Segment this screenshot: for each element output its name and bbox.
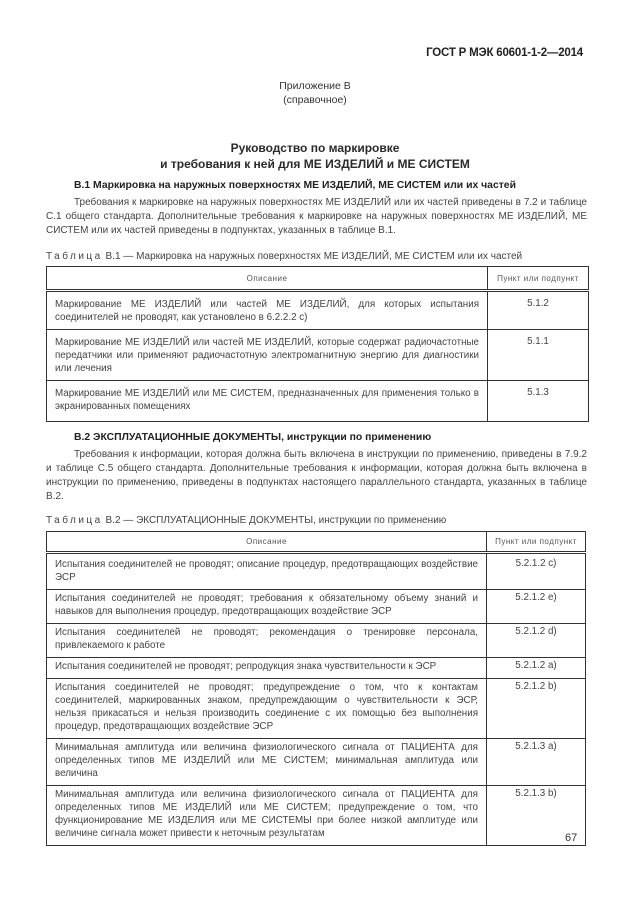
table-row: [47, 330, 589, 381]
table-row: [47, 291, 589, 330]
page-title-line-1: Руководство по маркировке: [230, 141, 400, 155]
table-cell-clause: 5.1.2: [488, 291, 589, 330]
table-2-caption: [46, 515, 446, 526]
table-1: [46, 266, 589, 422]
section-2-heading: В.2 ЭКСПЛУАТАЦИОННЫЕ ДОКУМЕНТЫ, инструкции по применению: [74, 432, 432, 443]
table-cell-description: Маркирование МЕ ИЗДЕЛИЙ или частей МЕ ИЗДЕЛИЙ, для которых испытания соединителей не проводят, как установлено в 6.2.2.2 с): [47, 291, 488, 330]
table-cell-clause: 5.2.1.2 е): [487, 590, 586, 624]
table-1-caption: [46, 251, 522, 262]
table-cell-description: Испытания соединителей не проводят; описание процедур, предотвращающих воздействие ЭСР: [47, 553, 487, 590]
table-row: [47, 553, 586, 590]
table-cell-description: Маркирование МЕ ИЗДЕЛИЙ или частей МЕ ИЗДЕЛИЙ, которые содержат радиочастотные передатчики или применяют радиочастотную электромагнитную энергию для диагностики или лечения: [47, 330, 488, 381]
annex-title: Приложение В: [279, 80, 351, 92]
page-title: [0, 140, 630, 172]
table-cell-clause: 5.2.1.2 а): [487, 658, 586, 679]
standard-designation: ГОСТ Р МЭК 60601-1-2—2014: [426, 47, 583, 59]
section-1-paragraph: [46, 196, 587, 238]
table-2-header-clause: Пункт или подпункт: [487, 532, 586, 553]
table-2: [46, 531, 586, 846]
table-cell-clause: 5.2.1.2 d): [487, 624, 586, 658]
table-1-caption-word: Таблица: [46, 251, 103, 262]
table-cell-clause: 5.1.3: [488, 381, 589, 422]
section-2-paragraph-text: Требования к информации, которая должна быть включена в инструкции по применению, приведены в 7.9.2 и таблице С.5 общего стандарта. Дополнительные требования к информации, которая должна быть включена в инструкции по применению, приведены в подпунктах настоящего параллельного стандарта, указанных в таблице В.2.: [46, 449, 587, 502]
section-2-paragraph: [46, 448, 587, 504]
table-cell-clause: 5.2.1.2 с): [487, 553, 586, 590]
table-cell-clause: 5.2.1.2 b): [487, 679, 586, 739]
table-cell-description: Минимальная амплитуда или величина физиологического сигнала от ПАЦИЕНТА для определенных типов МЕ ИЗДЕЛИЙ или МЕ СИСТЕМ; предупреждение о том, что функционирование МЕ ИЗДЕЛИЯ или МЕ СИСТЕМЫ при более низкой амплитуде или величине сигнала может привести к неточным результатам: [47, 786, 487, 846]
table-row: [47, 658, 586, 679]
table-2-caption-text: В.2 — ЭКСПЛУАТАЦИОННЫЕ ДОКУМЕНТЫ, инструкции по применению: [102, 515, 447, 526]
table-cell-clause: 5.2.1.3 а): [487, 739, 586, 786]
table-1-header-description: Описание: [47, 267, 488, 291]
page-number: 67: [565, 832, 578, 844]
annex-subtitle: (справочное): [283, 94, 347, 106]
table-row: [47, 786, 586, 846]
table-2-header-description: Описание: [47, 532, 487, 553]
table-cell-clause: 5.1.1: [488, 330, 589, 381]
page-title-line-2: и требования к ней для МЕ ИЗДЕЛИЙ и МЕ СИСТЕМ: [160, 157, 470, 171]
table-row: [47, 679, 586, 739]
table-1-caption-text: В.1 — Маркировка на наружных поверхностях МЕ ИЗДЕЛИЙ, МЕ СИСТЕМ или их частей: [102, 251, 523, 262]
table-cell-description: Испытания соединителей не проводят; репродукция знака чувствительности к ЭСР: [47, 658, 487, 679]
table-cell-description: Испытания соединителей не проводят; требования к обязательному объему знаний и навыков для выполнения процедур, предотвращающих воздействие ЭСР: [47, 590, 487, 624]
table-cell-clause: 5.2.1.3 b): [487, 786, 586, 846]
table-row: [47, 381, 589, 422]
table-row: [47, 590, 586, 624]
table-1-header-clause: Пункт или подпункт: [488, 267, 589, 291]
table-cell-description: Испытания соединителей не проводят; предупреждение о том, что к контактам соединителей, маркированных знаком, предупреждающим о чувствительности к ЭСР, нельзя прикасаться и нельзя производить соединение с их помощью без выполнения процедур, предотвращающих воздействие ЭСР: [47, 679, 487, 739]
table-cell-description: Испытания соединителей не проводят; рекомендация о тренировке персонала, привлекаемого к работе: [47, 624, 487, 658]
table-cell-description: Маркирование МЕ ИЗДЕЛИЙ или МЕ СИСТЕМ, предназначенных для применения только в экранированных помещениях: [47, 381, 488, 422]
section-1-heading: В.1 Маркировка на наружных поверхностях МЕ ИЗДЕЛИЙ, МЕ СИСТЕМ или их частей: [74, 180, 516, 191]
table-cell-description: Минимальная амплитуда или величина физиологического сигнала от ПАЦИЕНТА для определенных типов МЕ ИЗДЕЛИЙ или МЕ СИСТЕМ; минимальная амплитуда или величина: [47, 739, 487, 786]
table-row: [47, 624, 586, 658]
section-1-paragraph-text: Требования к маркировке на наружных поверхностях МЕ ИЗДЕЛИЙ или их частей приведены в 7.2 и таблице С.1 общего стандарта. Дополнительные требования к маркировке на наружных поверхностях МЕ ИЗДЕЛИЙ, МЕ СИСТЕМ или их частей приведены в подпунктах, указанных в таблице В.1.: [46, 197, 587, 236]
table-2-caption-word: Таблица: [46, 515, 103, 526]
table-row: [47, 739, 586, 786]
